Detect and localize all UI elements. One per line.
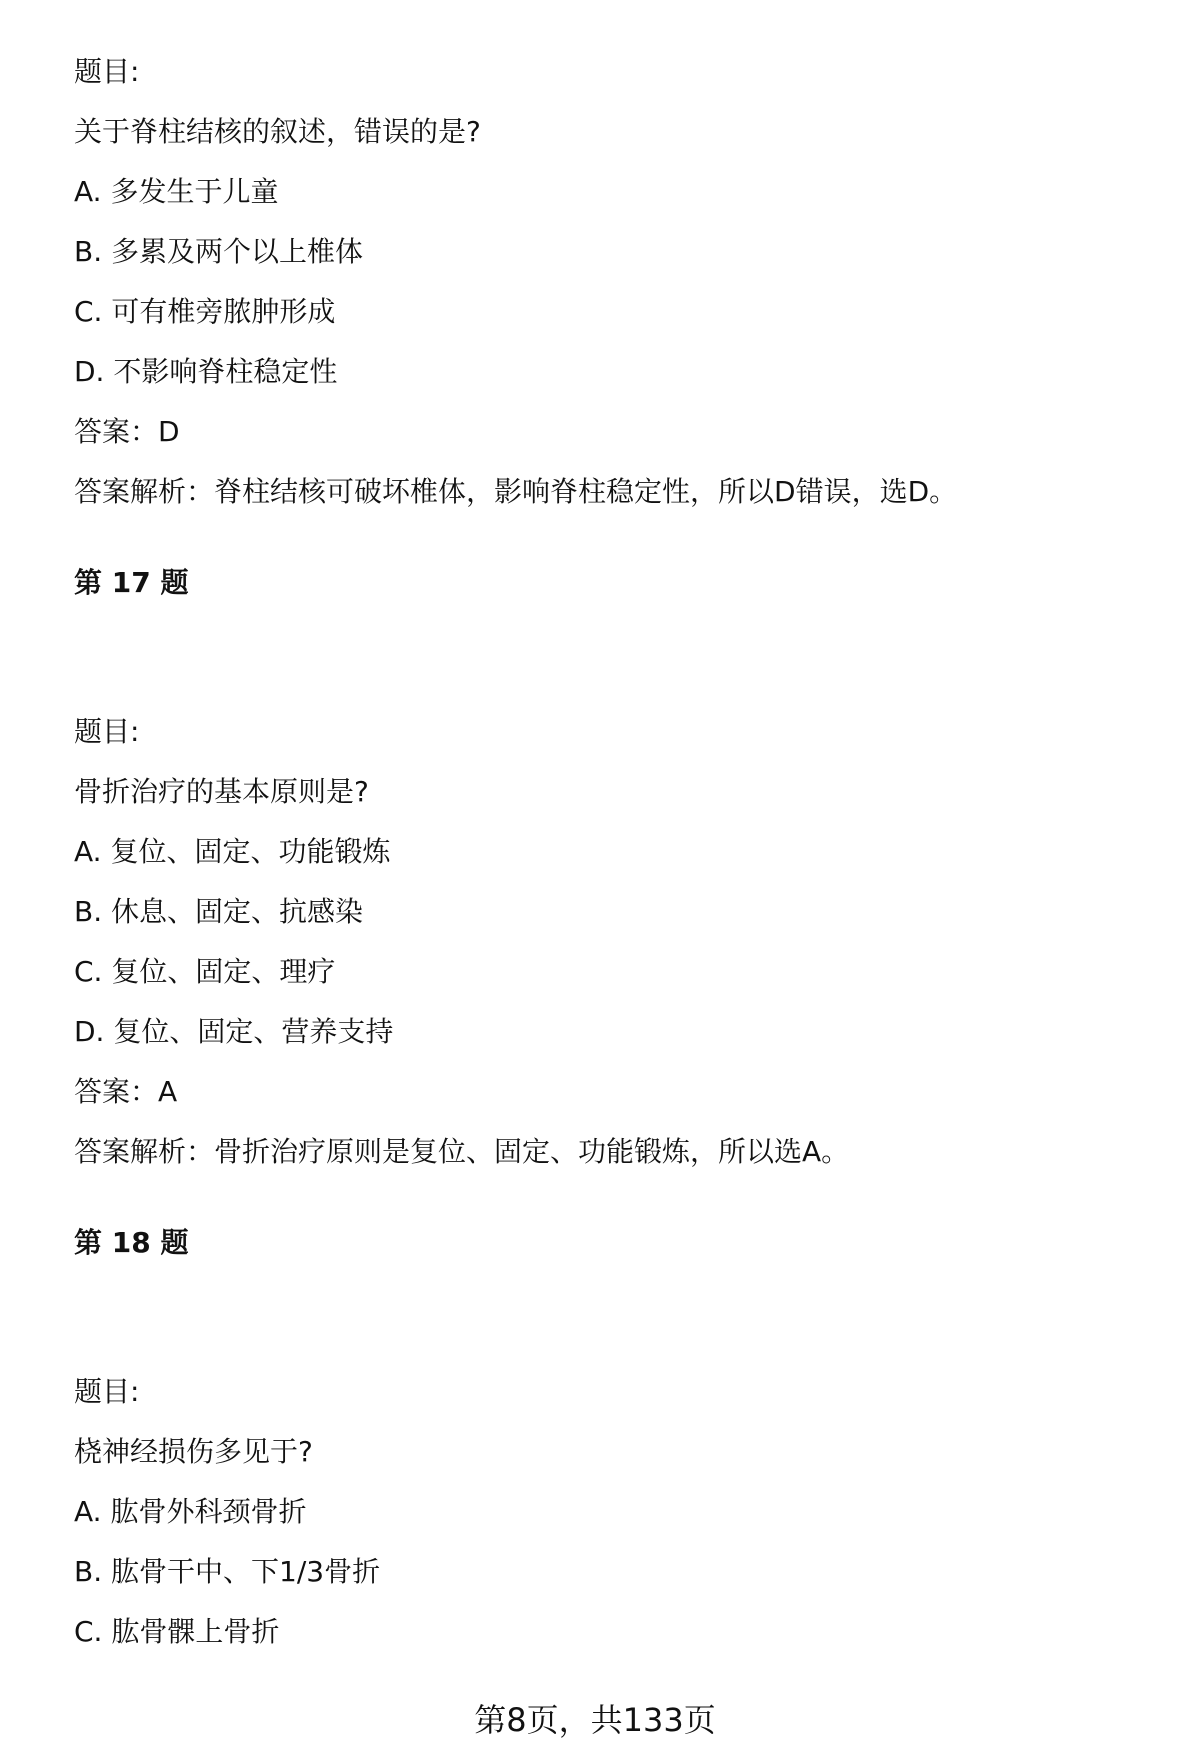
q16-option-c: C. 可有椎旁脓肿形成 (74, 295, 336, 328)
q17-question: 骨折治疗的基本原则是? (74, 775, 369, 808)
q17-option-a: A. 复位、固定、功能锻炼 (74, 835, 391, 868)
q17-option-d: D. 复位、固定、营养支持 (74, 1015, 394, 1048)
page-number-footer: 第8页，共133页 (474, 1701, 716, 1739)
q16-question: 关于脊柱结核的叙述，错误的是? (74, 115, 481, 148)
q18-option-b: B. 肱骨干中、下1/3骨折 (74, 1555, 381, 1588)
q16-option-a: A. 多发生于儿童 (74, 175, 279, 208)
q17-title: 第 17 题 (74, 566, 189, 599)
q18-title: 第 18 题 (74, 1226, 189, 1259)
q17-option-c: C. 复位、固定、理疗 (74, 955, 336, 988)
q17-answer: 答案：A (74, 1075, 178, 1108)
q18-stem-label: 题目: (74, 1375, 140, 1408)
q16-stem-label: 题目: (74, 55, 140, 88)
q17-analysis: 答案解析：骨折治疗原则是复位、固定、功能锻炼，所以选A。 (74, 1135, 850, 1168)
q18-option-c: C. 肱骨髁上骨折 (74, 1615, 280, 1648)
q17-stem-label: 题目: (74, 715, 140, 748)
q16-analysis: 答案解析：脊柱结核可破坏椎体，影响脊柱稳定性，所以D错误，选D。 (74, 475, 958, 508)
q16-option-b: B. 多累及两个以上椎体 (74, 235, 364, 268)
q16-option-d: D. 不影响脊柱稳定性 (74, 355, 338, 388)
q18-option-a: A. 肱骨外科颈骨折 (74, 1495, 307, 1528)
q17-option-b: B. 休息、固定、抗感染 (74, 895, 364, 928)
q16-answer: 答案：D (74, 415, 180, 448)
q18-question: 桡神经损伤多见于? (74, 1435, 313, 1468)
